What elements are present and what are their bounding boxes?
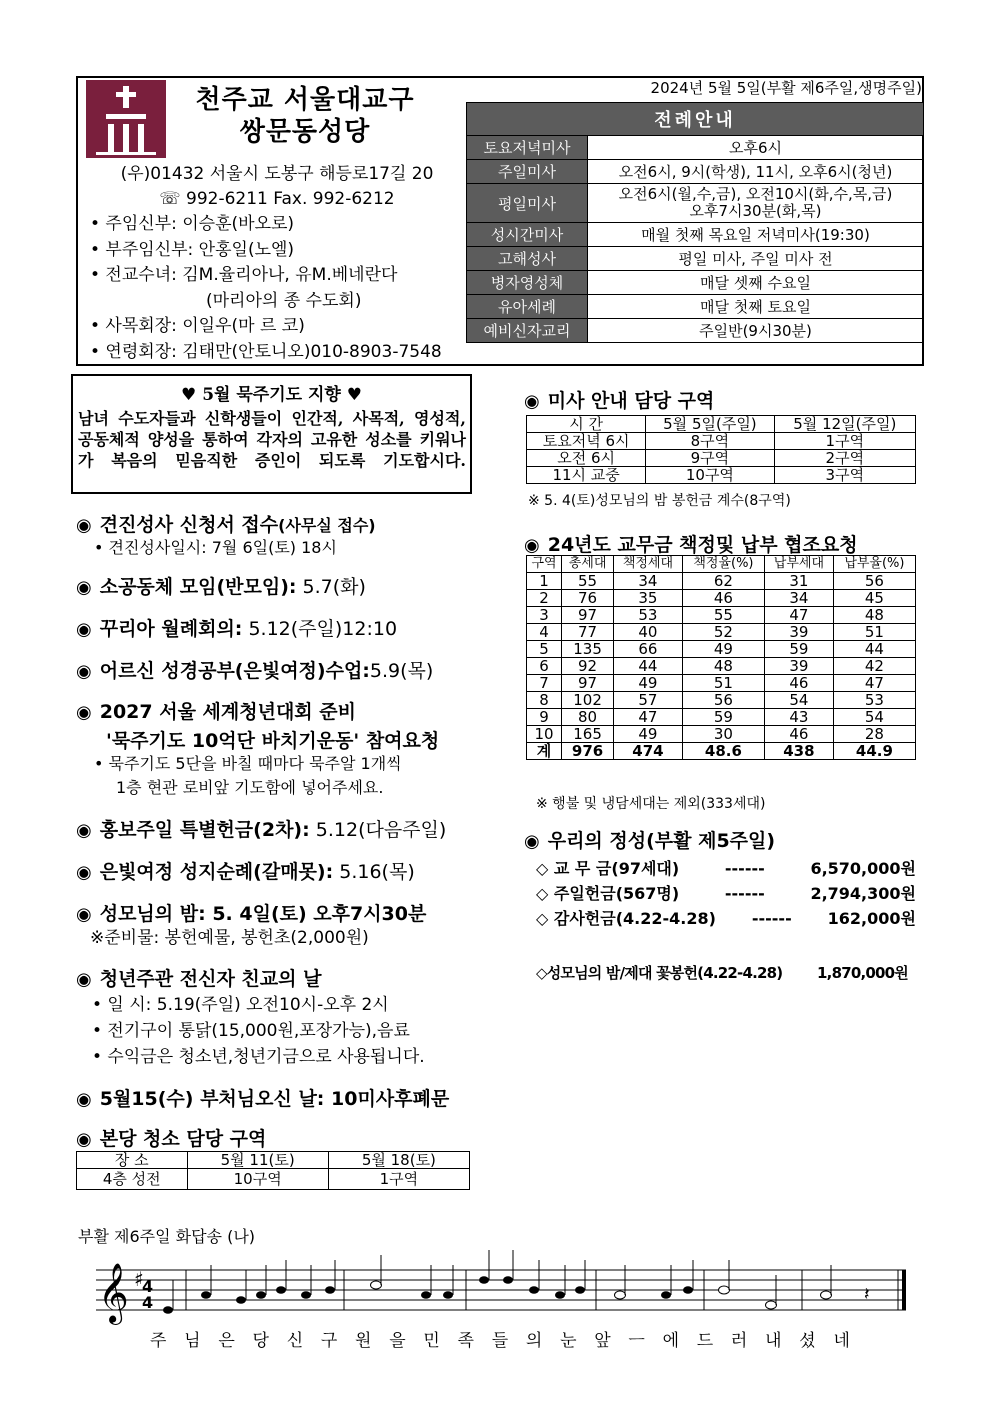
liturgy-label: 성시간미사: [467, 223, 588, 247]
dues-table: [526, 555, 916, 760]
table-cell: 9: [527, 709, 562, 726]
section-offerings: [524, 826, 775, 853]
table-cell: 5: [527, 641, 562, 658]
lyric-syllable: 의: [525, 1331, 543, 1351]
liturgy-value: 주일반(9시30분): [588, 319, 924, 343]
section-fellowship: [76, 964, 321, 991]
table-cell: 4층 성전: [77, 1169, 188, 1190]
bullet-icon: ◉: [76, 1129, 92, 1150]
section-title: 홍보주일 특별헌금(2차):: [99, 819, 310, 841]
cleaning-table: [76, 1151, 470, 1190]
church-name: [180, 84, 430, 148]
lyric-syllable: 내: [765, 1331, 782, 1351]
special-offering-label: ◇성모님의 밤/제대 꽃봉헌(4.22-4.28): [536, 964, 783, 982]
table-cell: 97: [562, 607, 614, 624]
bullet-icon: ◉: [76, 969, 92, 990]
church-line1: 천주교 서울대교구: [195, 85, 415, 115]
section-bible-study: [76, 656, 433, 683]
table-header: 납부세대: [765, 556, 834, 573]
lyric-syllable: 신: [286, 1331, 304, 1351]
section-title: 2027 서울 세계청년대회 준비: [99, 701, 356, 723]
dues-note: ※ 행불 및 냉담세대는 제외(333세대): [536, 796, 766, 812]
table-cell: 53: [833, 692, 915, 709]
bullet-icon: ◉: [76, 515, 92, 536]
table-total-cell: 976: [562, 743, 614, 760]
lyric-syllable: 당: [252, 1331, 269, 1351]
table-header: 구역: [527, 556, 562, 573]
liturgy-label: 유아세례: [467, 295, 588, 319]
table-cell: 49: [614, 726, 683, 743]
table-cell: 토요저녁 6시: [527, 433, 646, 450]
table-header: 5월 18(토): [328, 1152, 469, 1169]
special-offering-amount: 1,870,000원: [817, 964, 908, 982]
bullet-icon: ◉: [76, 661, 92, 682]
lyric-syllable: 주: [150, 1331, 167, 1351]
lyric-syllable: 을: [389, 1331, 406, 1351]
table-cell: 43: [765, 709, 834, 726]
table-cell: 1구역: [774, 433, 915, 450]
staff-item: • 전교수녀: 김M.율리아나, 유M.베네란다: [90, 265, 398, 285]
offerings-list: [536, 856, 916, 931]
bulletin-date: 2024년 5월 5일(부활 제6주일,생명주일): [650, 79, 922, 97]
table-cell: 47: [833, 675, 915, 692]
table-cell: 165: [562, 726, 614, 743]
liturgy-value: 매달 첫째 토요일: [588, 295, 924, 319]
table-header: 총세대: [562, 556, 614, 573]
table-cell: 97: [562, 675, 614, 692]
table-cell: 39: [765, 624, 834, 641]
lyric-syllable: 눈: [560, 1331, 577, 1351]
table-cell: 56: [682, 692, 764, 709]
liturgy-label: 평일미사: [467, 184, 588, 223]
liturgy-value: 매달 셋째 수요일: [588, 271, 924, 295]
bullet-icon: ◉: [76, 577, 92, 598]
bullet-icon: ◉: [76, 619, 92, 640]
staff-item: • 부주임신부: 안홍일(노엘): [90, 239, 295, 260]
table-cell: 1구역: [328, 1169, 469, 1190]
offering-label: ◇ 감사헌금(4.22-4.28): [536, 909, 716, 928]
offering-label: ◇ 주일헌금(567명): [536, 884, 680, 903]
table-cell: 44: [833, 641, 915, 658]
table-cell: 48: [682, 658, 764, 675]
section-value: 5.16(목): [333, 861, 415, 883]
table-cell: 76: [562, 590, 614, 607]
table-cell: 55: [682, 607, 764, 624]
liturgy-value: 오후6시: [588, 136, 924, 160]
section-extra: (사무실 접수): [278, 516, 376, 535]
svg-text:4: 4: [142, 1277, 154, 1296]
table-cell: 31: [765, 573, 834, 590]
lyric-syllable: 족: [457, 1331, 474, 1351]
psalm-lyrics: [150, 1326, 850, 1351]
lyric-syllable: 은: [218, 1331, 235, 1351]
table-cell: 42: [833, 658, 915, 675]
svg-text:♯: ♯: [134, 1267, 144, 1291]
lyric-syllable: 원: [355, 1331, 372, 1351]
section-cleaning: [76, 1124, 266, 1151]
section-title: 성모님의 밤: 5. 4일(토) 오후7시30분: [99, 903, 427, 925]
church-logo-icon: [86, 80, 166, 158]
lyric-syllable: 들: [491, 1331, 509, 1351]
table-cell: 3: [527, 607, 562, 624]
offering-amount: 162,000원: [827, 909, 916, 928]
liturgy-label: 병자영성체: [467, 271, 588, 295]
mass-guide-table: [526, 415, 916, 484]
table-cell: 오전 6시: [527, 450, 646, 467]
weekday-mass-line1: 오전6시(월,수,금), 오전10시(화,수,목,금): [618, 185, 893, 203]
bullet-icon: ◉: [524, 391, 540, 412]
lyric-syllable: 구: [320, 1331, 338, 1351]
sub-line: • 전기구이 통닭(15,000원,포장가능),음료: [92, 1021, 410, 1041]
lyric-syllable: 네: [833, 1331, 850, 1351]
table-cell: 11시 교중: [527, 467, 646, 484]
table-cell: 51: [833, 624, 915, 641]
staff-item: • 주임신부: 이승훈(바오로): [90, 214, 295, 234]
table-total-cell: 48.6: [682, 743, 764, 760]
liturgy-label: 고해성사: [467, 247, 588, 271]
lyric-syllable: 에: [662, 1331, 680, 1351]
offering-amount: 2,794,300원: [810, 884, 916, 903]
table-cell: 6: [527, 658, 562, 675]
offering-dash: ------: [751, 909, 792, 928]
section-title-line2: '묵주기도 10억단 바치기운동' 참여요청: [106, 730, 440, 752]
table-cell: 39: [765, 658, 834, 675]
section-sub: • 묵주기도 5단을 바칠 때마다 묵주알 1개씩: [94, 754, 402, 773]
section-title: 어르신 성경공부(은빛여정)수업:: [99, 660, 370, 682]
table-cell: 57: [614, 692, 683, 709]
table-cell: 54: [833, 709, 915, 726]
table-cell: 30: [682, 726, 764, 743]
table-header: 장 소: [77, 1152, 188, 1169]
section-pilgrimage: [76, 857, 415, 884]
section-value: 5.7(화): [296, 576, 366, 598]
section-title: 우리의 정성(부활 제5주일): [547, 830, 776, 852]
table-cell: 28: [833, 726, 915, 743]
address: (우)01432 서울시 도봉구 해등로17길 20: [120, 164, 434, 184]
table-cell: 55: [562, 573, 614, 590]
table-cell: 45: [833, 590, 915, 607]
lyric-syllable: 드: [696, 1331, 714, 1351]
table-header: 5월 11(토): [187, 1152, 328, 1169]
section-value: 5.12(주일)12:10: [242, 618, 398, 640]
offering-amount: 6,570,000원: [810, 859, 916, 878]
table-header: 책정율(%): [682, 556, 764, 573]
liturgy-title: 전례안내: [467, 103, 924, 136]
section-value: 5.9(목): [369, 660, 434, 682]
offering-row: [536, 906, 916, 931]
table-header: 납부율(%): [833, 556, 915, 573]
section-title: 미사 안내 담당 구역: [547, 390, 715, 412]
section-promo-offering: [76, 815, 446, 842]
bullet-icon: ◉: [76, 820, 92, 841]
staff-item: • 사목회장: 이일우(마 르 코): [90, 316, 305, 336]
table-cell: 59: [682, 709, 764, 726]
section-dues: [524, 530, 858, 557]
liturgy-value: 오전6시, 9시(학생), 11시, 오후6시(청년): [588, 160, 924, 184]
table-cell: 53: [614, 607, 683, 624]
lyric-syllable: 민: [423, 1331, 440, 1351]
table-cell: 77: [562, 624, 614, 641]
liturgy-table: [466, 102, 924, 343]
section-curia: [76, 614, 397, 641]
table-cell: 135: [562, 641, 614, 658]
offering-label: ◇ 교 무 금(97세대): [536, 859, 680, 878]
table-cell: 46: [765, 675, 834, 692]
table-cell: 10구역: [646, 467, 774, 484]
table-cell: 34: [614, 573, 683, 590]
table-cell: 3구역: [774, 467, 915, 484]
table-cell: 2: [527, 590, 562, 607]
section-title: 꾸리아 월례회의:: [99, 618, 243, 640]
offering-dash: ------: [724, 884, 765, 903]
section-title: 청년주관 전신자 친교의 날: [99, 968, 322, 990]
liturgy-label: 주일미사: [467, 160, 588, 184]
sub-line: • 일 시: 5.19(주일) 오전10시-오후 2시: [92, 995, 389, 1015]
bullet-icon: ◉: [524, 535, 540, 556]
table-total-cell: 44.9: [833, 743, 915, 760]
table-cell: 59: [765, 641, 834, 658]
table-cell: 7: [527, 675, 562, 692]
prayer-title: ♥ 5월 묵주기도 지향 ♥: [181, 385, 362, 405]
table-cell: 52: [682, 624, 764, 641]
table-cell: 102: [562, 692, 614, 709]
bullet-icon: ◉: [76, 702, 92, 723]
table-cell: 66: [614, 641, 683, 658]
church-line2: 쌍문동성당: [239, 117, 371, 147]
svg-text:4: 4: [142, 1293, 154, 1312]
table-cell: 46: [765, 726, 834, 743]
table-header: 5월 12일(주일): [774, 416, 915, 433]
table-cell: 34: [765, 590, 834, 607]
table-cell: 62: [682, 573, 764, 590]
table-cell: 47: [765, 607, 834, 624]
table-total-cell: 474: [614, 743, 683, 760]
section-sub: 1층 현관 로비앞 기도함에 넣어주세요.: [116, 778, 384, 797]
bullet-icon: ◉: [76, 862, 92, 883]
table-cell: 48: [833, 607, 915, 624]
section-sub: [92, 992, 425, 1070]
table-cell: 10: [527, 726, 562, 743]
special-offering: [536, 962, 908, 983]
svg-text:𝄽: 𝄽: [864, 1284, 870, 1305]
liturgy-value: 평일 미사, 주일 미사 전: [588, 247, 924, 271]
section-title: 24년도 교무금 책정및 납부 협조요청: [547, 534, 858, 556]
bullet-icon: ◉: [76, 904, 92, 925]
lyric-syllable: 앞: [594, 1331, 611, 1351]
table-cell: 4: [527, 624, 562, 641]
table-cell: 80: [562, 709, 614, 726]
phone: ☏ 992-6211 Fax. 992-6212: [159, 189, 395, 209]
section-small-community: [76, 572, 366, 599]
section-confirmation: [76, 510, 376, 537]
staff-list: [90, 212, 470, 365]
table-cell: 49: [614, 675, 683, 692]
mass-guide-note: ※ 5. 4(토)성모님의 밤 봉헌금 계수(8구역): [528, 493, 791, 509]
bullet-icon: ◉: [524, 831, 540, 852]
sub-line: • 수익금은 청소년,청년기금으로 사용됩니다.: [92, 1047, 425, 1067]
table-cell: 49: [682, 641, 764, 658]
section-buddha-day: [76, 1084, 449, 1111]
psalm-title: 부활 제6주일 화답송 (나): [78, 1227, 256, 1246]
table-header: 책정세대: [614, 556, 683, 573]
section-sub: ※준비물: 봉헌예물, 봉헌초(2,000원): [90, 928, 369, 948]
table-cell: 47: [614, 709, 683, 726]
liturgy-value: [588, 184, 924, 223]
lyric-syllable: 러: [730, 1331, 748, 1351]
address-block: [92, 162, 462, 212]
section-value: 5.12(다음주일): [309, 819, 447, 841]
section-title: 은빛여정 성지순례(갈매못):: [99, 861, 334, 883]
table-cell: 54: [765, 692, 834, 709]
table-cell: 2구역: [774, 450, 915, 467]
table-cell: 35: [614, 590, 683, 607]
offering-dash: ------: [724, 859, 765, 878]
table-header: 시 간: [527, 416, 646, 433]
prayer-body: 남녀 수도자들과 신학생들이 인간적, 사목적, 영성적, 공동체적 양성을 통하여 각자의 고유한 성소를 키워나가 복음의 믿음직한 증인이 되도록 기도합시다.: [78, 409, 466, 470]
table-cell: 40: [614, 624, 683, 641]
lyric-syllable: 님: [184, 1331, 201, 1351]
table-cell: 56: [833, 573, 915, 590]
staff-item: (마리아의 종 수도회): [206, 290, 362, 311]
table-cell: 46: [682, 590, 764, 607]
weekday-mass-line2: 오후7시30분(화,목): [689, 202, 822, 220]
table-cell: 51: [682, 675, 764, 692]
svg-text:𝄞: 𝄞: [98, 1263, 129, 1323]
table-total-cell: 계: [527, 743, 562, 760]
offering-row: [536, 856, 916, 881]
music-staff: [76, 1250, 916, 1326]
table-cell: 10구역: [187, 1169, 328, 1190]
offering-row: [536, 881, 916, 906]
table-cell: 9구역: [646, 450, 774, 467]
table-cell: 44: [614, 658, 683, 675]
lyric-syllable: 셨: [799, 1331, 816, 1351]
section-sub: • 견진성사일시: 7월 6일(토) 18시: [94, 538, 337, 557]
section-title: 본당 청소 담당 구역: [99, 1128, 267, 1150]
section-wyd: [76, 698, 439, 755]
table-cell: 92: [562, 658, 614, 675]
table-total-cell: 438: [765, 743, 834, 760]
liturgy-label: 토요저녁미사: [467, 136, 588, 160]
bullet-icon: ◉: [76, 1089, 92, 1110]
section-mass-guide: [524, 386, 714, 413]
section-title: 5월15(수) 부처님오신 날: 10미사후폐문: [99, 1088, 450, 1110]
table-cell: 8구역: [646, 433, 774, 450]
lyric-syllable: ㅡ: [628, 1331, 645, 1351]
table-header: 5월 5일(주일): [646, 416, 774, 433]
table-cell: 8: [527, 692, 562, 709]
section-title: 견진성사 신청서 접수: [99, 514, 279, 536]
liturgy-value: 매월 첫째 목요일 저녁미사(19:30): [588, 223, 924, 247]
table-cell: 1: [527, 573, 562, 590]
liturgy-label: 예비신자교리: [467, 319, 588, 343]
section-title: 소공동체 모임(반모임):: [99, 576, 297, 598]
section-mary-night: [76, 899, 426, 926]
staff-item: • 연령회장: 김태만(안토니오)010-8903-7548: [90, 341, 442, 362]
